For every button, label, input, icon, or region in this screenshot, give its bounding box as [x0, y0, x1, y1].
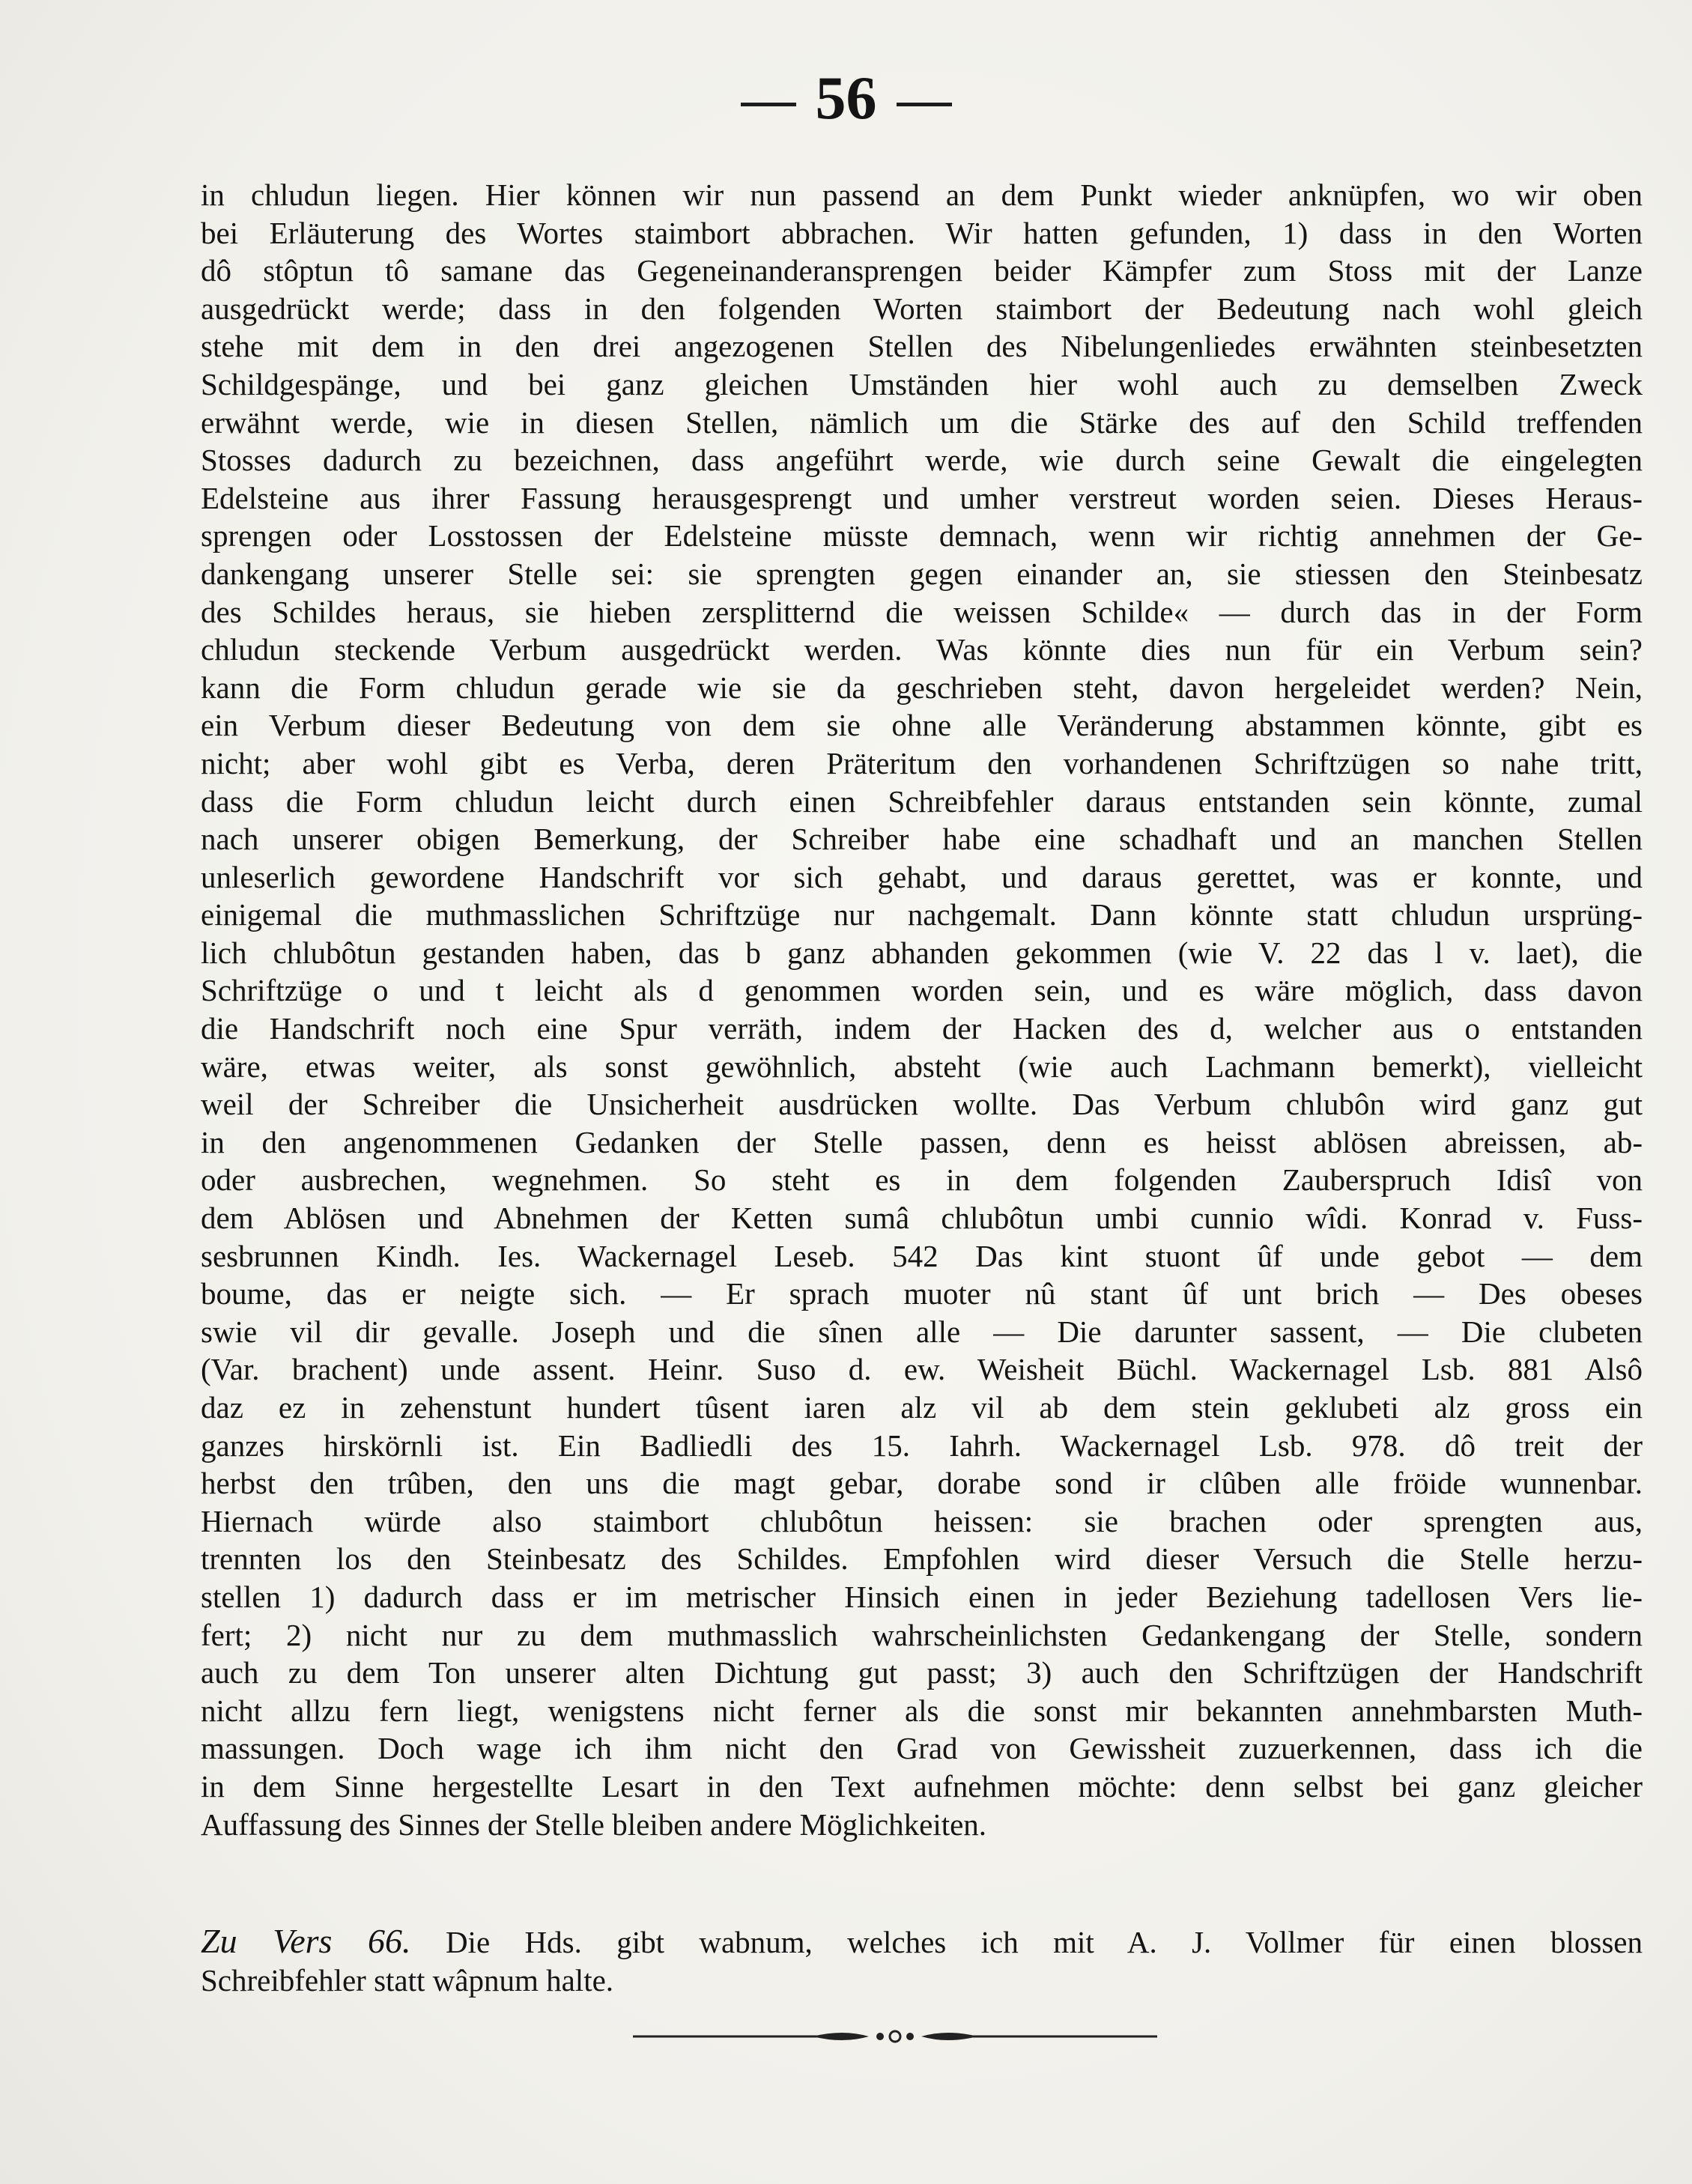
page-number — [0, 64, 1692, 132]
text-line: trennten los den Steinbesatz des Schildes. Empfohlen wird dieser Versuch die Stelle herzu- — [201, 1541, 1643, 1577]
text-line: (Var. brachent) unde assent. Heinr. Suso d. ew. Weisheit Büchl. Wackernagel Lsb. 881 Alsô — [201, 1352, 1643, 1387]
text-line: stehe mit dem in den drei angezogenen Stellen des Nibelungenliedes erwähnten steinbesetzten — [201, 329, 1643, 364]
text-line: chludun steckende Verbum ausgedrückt werden. Was könnte dies nun für ein Verbum sein? — [201, 632, 1643, 667]
text-line: ein Verbum dieser Bedeutung von dem sie ohne alle Veränderung abstammen könnte, gibt es — [201, 708, 1643, 743]
text-line: Hiernach würde also staimbort chlubôtun heissen: sie brachen oder sprengten aus, — [201, 1503, 1643, 1538]
text-line: Schildgespänge, und bei ganz gleichen Umständen hier wohl auch zu demselben Zweck — [201, 366, 1643, 401]
text-line: lich chlubôtun gestanden haben, das b ganz abhanden gekommen (wie V. 22 das l v. laet), die — [201, 935, 1643, 970]
ornament-divider-icon — [633, 2025, 1157, 2048]
note-label: Zu Vers 66. — [201, 1922, 411, 1960]
text-line: kann die Form chludun gerade wie sie da geschrieben steht, davon hergeleidet werden? Nein, — [201, 670, 1643, 705]
text-line: dass die Form chludun leicht durch einen Schreibfehler daraus entstanden sein könnte, zumal — [201, 783, 1643, 819]
text-line: Schriftzüge o und t leicht als d genommen worden sein, und es wäre möglich, dass davon — [201, 973, 1643, 1008]
text-line: bei Erläuterung des Wortes staimbort abbrachen. Wir hatten gefunden, 1) dass in den Worten — [201, 215, 1643, 250]
text-line: unleserlich gewordene Handschrift vor sich gehabt, und daraus gerettet, was er konnte, und — [201, 859, 1643, 894]
verse-note — [201, 1922, 1643, 2000]
text-line: swie vil dir gevalle. Joseph und die sînen alle — Die darunter sassent, — Die clubeten — [201, 1314, 1643, 1349]
text-line: daz ez in zehenstunt hundert tûsent iaren alz vil ab dem stein geklubeti alz gross ein — [201, 1390, 1643, 1425]
text-line: in dem Sinne hergestellte Lesart in den Text aufnehmen möchte: denn selbst bei ganz gleicher — [201, 1768, 1643, 1804]
text-line: Edelsteine aus ihrer Fassung herausgesprengt und umher verstreut worden seien. Dieses Heraus- — [201, 480, 1643, 515]
note-line — [201, 1922, 1643, 1961]
text-line: dem Ablösen und Abnehmen der Ketten sumâ chlubôtun umbi cunnio wîdi. Konrad v. Fuss- — [201, 1201, 1643, 1236]
page-number-text: 56 — [815, 64, 877, 132]
text-line: erwähnt werde, wie in diesen Stellen, nämlich um die Stärke des auf den Schild treffenden — [201, 404, 1643, 440]
text-line: in den angenommenen Gedanken der Stelle passen, denn es heisst ablösen abreissen, ab- — [201, 1124, 1643, 1159]
text-line: ganzes hirskörnli ist. Ein Badliedli des 15. Iahrh. Wackernagel Lsb. 978. dô treit der — [201, 1428, 1643, 1463]
page-number-dash-left — [741, 103, 796, 106]
text-line: sesbrunnen Kindh. Ies. Wackernagel Leseb. 542 Das kint stuont ûf unde gebot — dem — [201, 1238, 1643, 1273]
text-line: die Handschrift noch eine Spur verräth, indem der Hacken des d, welcher aus o entstanden — [201, 1011, 1643, 1046]
text-line: wäre, etwas weiter, als sonst gewöhnlich, absteht (wie auch Lachmann bemerkt), vielleicht — [201, 1049, 1643, 1084]
text-line: weil der Schreiber die Unsicherheit ausdrücken wollte. Das Verbum chlubôn wird ganz gut — [201, 1087, 1643, 1122]
text-line: herbst den trûben, den uns die magt gebar, dorabe sond ir clûben alle fröide wunnenbar. — [201, 1466, 1643, 1501]
note-text-1: Die Hds. gibt wabnum, welches ich mit A. J. Vollmer für einen blossen — [445, 1925, 1643, 1959]
text-line: Stosses dadurch zu bezeichnen, dass angeführt werde, wie durch seine Gewalt die eingelegten — [201, 443, 1643, 478]
text-line: des Schildes heraus, sie hieben zersplitternd die weissen Schilde« — durch das in der Form — [201, 594, 1643, 629]
text-line: ausgedrückt werde; dass in den folgenden Worten staimbort der Bedeutung nach wohl gleich — [201, 291, 1643, 326]
note-line: Schreibfehler statt wâpnum halte. — [201, 1963, 614, 1998]
text-line: sprengen oder Losstossen der Edelsteine müsste demnach, wenn wir richtig annehmen der Ge- — [201, 518, 1643, 553]
text-line: einigemal die muthmasslichen Schriftzüge nur nachgemalt. Dann könnte statt chludun ursprüng- — [201, 897, 1643, 932]
text-line: nicht; aber wohl gibt es Verba, deren Präteritum den vorhandenen Schriftzügen so nahe tritt, — [201, 745, 1643, 780]
text-line: stellen 1) dadurch dass er im metrischer Hinsich einen in jeder Beziehung tadellosen Vers lie- — [201, 1579, 1643, 1614]
text-line: oder ausbrechen, wegnehmen. So steht es in dem folgenden Zauberspruch Idisî von — [201, 1162, 1643, 1198]
page-number-dash-right — [897, 103, 952, 106]
text-line: massungen. Doch wage ich ihm nicht den Grad von Gewissheit zuzuerkennen, dass ich die — [201, 1731, 1643, 1766]
text-line: fert; 2) nicht nur zu dem muthmasslich wahrscheinlichsten Gedankengang der Stelle, sondern — [201, 1617, 1643, 1652]
text-line: Auffassung des Sinnes der Stelle bleiben andere Möglichkeiten. — [201, 1807, 987, 1842]
text-line: dankengang unserer Stelle sei: sie sprengten gegen einander an, sie stiessen den Steinbesatz — [201, 556, 1643, 591]
text-line: in chludun liegen. Hier können wir nun passend an dem Punkt wieder anknüpfen, wo wir oben — [201, 178, 1643, 212]
body-text — [201, 176, 1643, 1843]
text-line: boume, das er neigte sich. — Er sprach muoter nû stant ûf unt brich — Des obeses — [201, 1276, 1643, 1311]
text-line: nicht allzu fern liegt, wenigstens nicht ferner als die sonst mir bekannten annehmbarsten Muth- — [201, 1693, 1643, 1728]
text-line: nach unserer obigen Bemerkung, der Schreiber habe eine schadhaft und an manchen Stellen — [201, 822, 1643, 857]
text-line: dô stôptun tô samane das Gegeneinanderansprengen beider Kämpfer zum Stoss mit der Lanze — [201, 253, 1643, 288]
text-line: auch zu dem Ton unserer alten Dichtung gut passt; 3) auch den Schriftzügen der Handschrift — [201, 1655, 1643, 1690]
